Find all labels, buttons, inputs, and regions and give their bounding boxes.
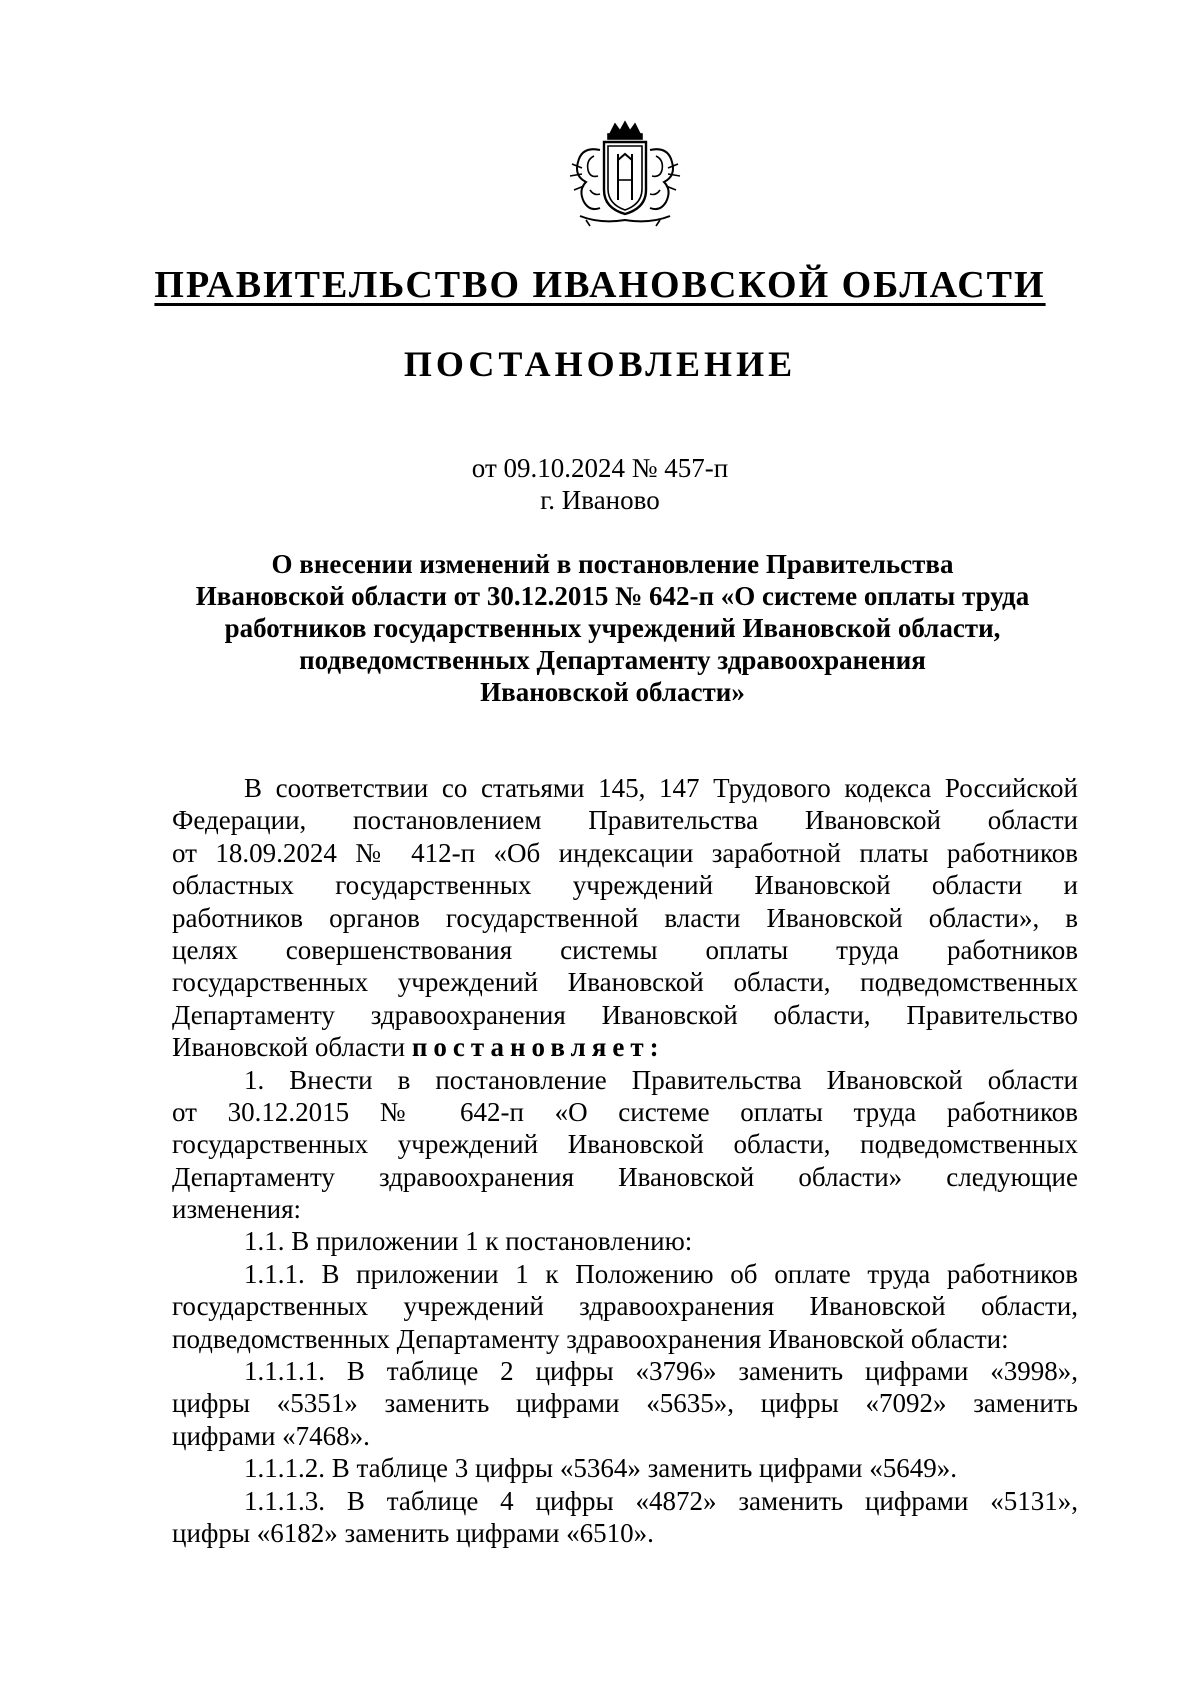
body-line: государственных учреждений Ивановской области, подведомственных bbox=[172, 967, 1078, 998]
document-type: ПОСТАНОВЛЕНИЕ bbox=[403, 344, 797, 384]
body-line: 1.1.1.3. В таблице 4 цифры «4872» заменить цифрами «5131», bbox=[244, 1485, 1078, 1516]
subject-line: работников государственных учреждений Ивановской области, bbox=[224, 613, 1001, 643]
body-line: подведомственных Департаменту здравоохранения Ивановской области: bbox=[172, 1323, 1009, 1354]
subject-line: подведомственных Департаменту здравоохранения bbox=[299, 645, 926, 675]
body-line: 1.1.1. В приложении 1 к Положению об оплате труда работников bbox=[244, 1258, 1078, 1289]
body-line: 1.1.1.1. В таблице 2 цифры «3796» заменить цифрами «3998», bbox=[244, 1356, 1078, 1387]
body-line: Федерации, постановлением Правительства Ивановской области bbox=[172, 805, 1078, 836]
body-line-text: Ивановской области bbox=[172, 1032, 412, 1063]
body-line: В соответствии со статьями 145, 147 Трудового кодекса Российской bbox=[244, 773, 1078, 803]
body-line: работников органов государственной власти Ивановской области», в bbox=[172, 902, 1078, 933]
document-body bbox=[172, 772, 1078, 1549]
body-line: 1.1. В приложении 1 к постановлению: bbox=[244, 1226, 693, 1257]
body-line: государственных учреждений Ивановской области, подведомственных bbox=[172, 1129, 1078, 1160]
body-line: целях совершенствования системы оплаты труда работников bbox=[172, 934, 1078, 965]
organization-title-text: ПРАВИТЕЛЬСТВО ИВАНОВСКОЙ ОБЛАСТИ bbox=[154, 264, 1046, 306]
subject-line: Ивановской области от 30.12.2015 № 642-п «О системе оплаты труда bbox=[195, 581, 1030, 611]
body-line-resolution bbox=[172, 1031, 1078, 1063]
subject-line: О внесении изменений в постановление Правительства bbox=[271, 549, 954, 579]
body-line: Департаменту здравоохранения Ивановской области» следующие bbox=[172, 1161, 1078, 1192]
body-line: областных государственных учреждений Ивановской области и bbox=[172, 870, 1078, 901]
date-number: от 09.10.2024 № 457-п bbox=[471, 453, 729, 483]
city: г. Иваново bbox=[540, 485, 660, 515]
body-line: 1. Внести в постановление Правительства Ивановской области bbox=[244, 1064, 1078, 1095]
body-line: изменения: bbox=[172, 1194, 302, 1225]
organization-title bbox=[0, 262, 1200, 308]
body-line: от 18.09.2024 № 412-п «Об индексации заработной платы работников bbox=[172, 837, 1078, 868]
body-line: от 30.12.2015 № 642-п «О системе оплаты труда работников bbox=[172, 1096, 1078, 1127]
body-line: Департаменту здравоохранения Ивановской области, Правительство bbox=[172, 999, 1078, 1030]
body-line: государственных учреждений здравоохранения Ивановской области, bbox=[172, 1291, 1078, 1322]
document-subject bbox=[150, 548, 1075, 708]
body-line: цифры «6182» заменить цифрами «6510». bbox=[172, 1517, 654, 1548]
body-line: цифры «5351» заменить цифрами «5635», цифры «7092» заменить bbox=[172, 1388, 1078, 1419]
resolution-word: постановляет: bbox=[411, 1032, 665, 1063]
coat-of-arms-icon bbox=[560, 120, 690, 230]
body-line: цифрами «7468». bbox=[172, 1420, 370, 1451]
subject-line: Ивановской области» bbox=[480, 677, 745, 707]
body-line: 1.1.1.2. В таблице 3 цифры «5364» заменить цифрами «5649». bbox=[244, 1453, 957, 1484]
